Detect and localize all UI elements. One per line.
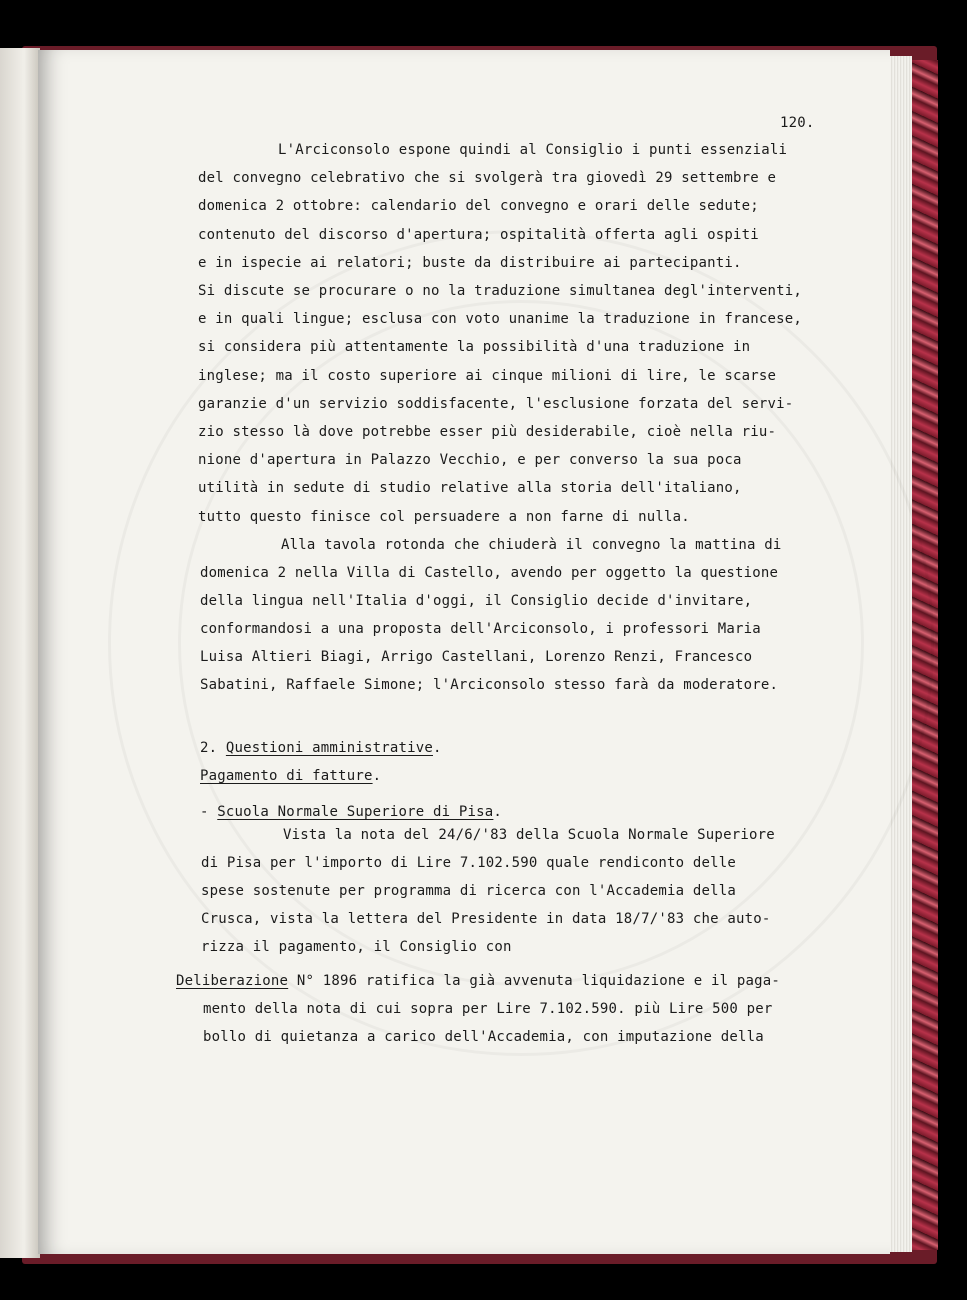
item-title: Scuola Normale Superiore di Pisa	[217, 804, 494, 820]
paragraph-convegno-line: Si discute se procurare o no la traduzione simultanea degl'interventi,	[198, 283, 803, 299]
deliberation-line: Deliberazione N° 1896 ratifica la già avvenuta liquidazione e il paga-	[176, 973, 781, 989]
paragraph-deliberation-line: bollo di quietanza a carico dell'Accademia, con imputazione della	[203, 1029, 764, 1045]
paragraph-convegno-line: tutto questo finisce col persuadere a non farne di nulla.	[198, 508, 690, 525]
paragraph-nota-line: rizza il pagamento, il Consiglio con	[201, 939, 512, 955]
paragraph-nota-line: Crusca, vista la lettera del Presidente in data 18/7/'83 che auto-	[201, 911, 771, 927]
paragraph-deliberation-line: mento della nota di cui sopra per Lire 7.102.590. più Lire 500 per	[203, 1001, 773, 1017]
paragraph-tavola-rotonda-line: della lingua nell'Italia d'oggi, il Consiglio decide d'invitare,	[200, 593, 753, 609]
marbled-page-edge	[908, 60, 938, 1250]
section-title: Questioni amministrative	[225, 740, 433, 756]
paragraph-tavola-rotonda-line: Luisa Altieri Biagi, Arrigo Castellani, Lorenzo Renzi, Francesco	[200, 649, 753, 665]
paragraph-convegno-line: si considera più attentamente la possibilità d'una traduzione in	[198, 339, 751, 356]
paragraph-convegno-line: del convegno celebrativo che si svolgerà tra giovedì 29 settembre e	[198, 170, 777, 187]
paragraph-tavola-rotonda-line: domenica 2 nella Villa di Castello, avendo per oggetto la questione	[200, 565, 779, 581]
left-page-edge	[0, 48, 40, 1258]
paragraph-nota-line: Vista la nota del 24/6/'83 della Scuola Normale Superiore	[283, 827, 775, 843]
paragraph-convegno-line: utilità in sedute di studio relative alla storia dell'italiano,	[198, 480, 742, 497]
paragraph-convegno-line: e in quali lingue; esclusa con voto unanime la traduzione in francese,	[198, 311, 803, 328]
deliberation-label: Deliberazione	[176, 973, 289, 989]
item-heading: - Scuola Normale Superiore di Pisa.	[200, 804, 503, 820]
paragraph-nota-line: di Pisa per l'importo di Lire 7.102.590 quale rendiconto delle	[201, 855, 736, 871]
document-page	[38, 50, 890, 1254]
paragraph-convegno-line: nione d'apertura in Palazzo Vecchio, e per converso la sua poca	[198, 452, 742, 469]
section-heading: 2. Questioni amministrative.	[200, 740, 442, 756]
paragraph-tavola-rotonda-line: Alla tavola rotonda che chiuderà il convegno la mattina di	[281, 537, 782, 553]
paragraph-convegno-line: e in ispecie ai relatori; buste da distribuire ai partecipanti.	[198, 254, 742, 271]
paragraph-tavola-rotonda-line: conformandosi a una proposta dell'Arciconsolo, i professori Maria	[200, 621, 761, 637]
paragraph-nota-line: spese sostenute per programma di ricerca con l'Accademia della	[201, 883, 736, 899]
subsection-title: Pagamento di fatture	[200, 768, 373, 784]
paragraph-convegno-line: contenuto del discorso d'apertura; ospitalità offerta agli ospiti	[198, 226, 759, 243]
paragraph-convegno-line: L'Arciconsolo espone quindi al Consiglio i punti essenziali	[278, 142, 788, 158]
paragraph-convegno-line: garanzie d'un servizio soddisfacente, l'esclusione forzata del servi-	[198, 395, 794, 412]
page-number: 120.	[780, 115, 815, 131]
paragraph-convegno-line: zio stesso là dove potrebbe esser più desiderabile, cioè nella riu-	[198, 424, 777, 440]
section-number: 2.	[200, 740, 226, 756]
paragraph-convegno-line: domenica 2 ottobre: calendario del convegno e orari delle sedute;	[198, 198, 759, 215]
paragraph-tavola-rotonda-line: Sabatini, Raffaele Simone; l'Arciconsolo stesso farà da moderatore.	[200, 677, 779, 693]
subsection-heading: Pagamento di fatture.	[200, 768, 382, 784]
paragraph-convegno-line: inglese; ma il costo superiore ai cinque milioni di lire, le scarse	[198, 367, 777, 384]
